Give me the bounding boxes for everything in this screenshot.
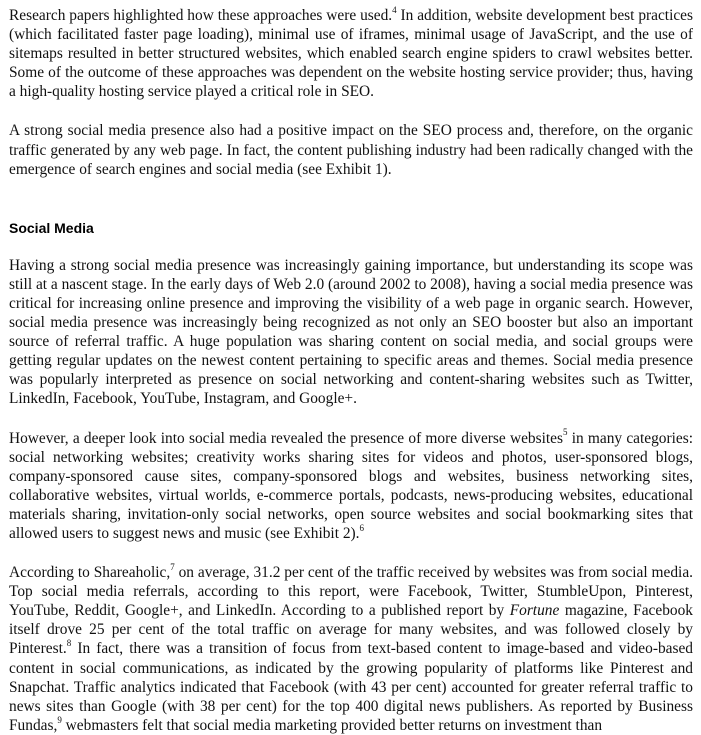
footnote-ref-7: 7 xyxy=(170,561,175,572)
footnote-ref-9: 9 xyxy=(57,714,62,725)
document-page xyxy=(9,6,693,735)
paragraph-text: in many categories: social networking websites; creativity works sharing sites for videos and photos, user-sponsored blogs, company-sponsored cause sites, company-sponsored blogs and websites, business networking sites, collaborative websites, virtual worlds, e-commerce portals, podcasts, news-producing websites, educational materials sharing, invitation-only social networks, open source websites and social bookmarking sites that allowed users to suggest news and music (see Exhibit 2). xyxy=(9,429,693,542)
paragraph-text: Having a strong social media presence was increasingly gaining importance, but understanding its scope was still at a nascent stage. In the early days of Web 2.0 (around 2002 to 2008), having a social media presence was critical for increasing online presence and improving the visibility of a web page in organic search. However, social media presence was increasingly being recognized as not only an SEO booster but also an important source of referral traffic. A huge population was sharing content on social media, and social groups were getting regular updates on the newest content pertaining to specific areas and themes. Social media presence was popularly interpreted as presence on social networking and content-sharing websites such as Twitter, LinkedIn, Facebook, YouTube, Instagram, and Google+. xyxy=(9,256,694,408)
footnote-ref-5: 5 xyxy=(562,427,568,438)
paragraph-text: A strong social media presence also had a positive impact on the SEO process and, therefore, on the organic traffic generated by any web page. In fact, the content publishing industry had been radically changed with the emergence of search engines and social media (see Exhibit 1). xyxy=(9,122,693,178)
paragraph-seo-best-practices xyxy=(9,6,693,101)
paragraph-diverse-websites xyxy=(9,429,693,544)
paragraph-social-media-presence xyxy=(9,256,693,409)
paragraph-text: Research papers highlighted how these approaches were used. xyxy=(9,7,393,24)
paragraph-text: However, a deeper look into social media revealed the presence of more diverse websites xyxy=(9,429,563,447)
paragraph-text: In fact, there was a transition of focus from text-based content to image-based and video-based content in social communications, as indicated by the growing popularity of platforms like Pinterest and Snapchat. Traffic analytics indicated that Facebook (with 43 per cent) accounted for greater referral traffic to news sites than Google (with 38 per cent) for the top 400 digital news publishers. As reported by Business Fundas, xyxy=(9,640,693,734)
paragraph-text: webmasters felt that social media marketing provided better returns on investment than xyxy=(61,716,603,734)
publication-name: Fortune xyxy=(509,602,560,620)
paragraph-text: on average, 31.2 per cent of the traffic received by websites was from social media. Top social media referrals, according to this report, were Facebook, Twitter, StumbleUpon, Pinterest, YouTube, Reddit, Google+, and LinkedIn. According to a published report by xyxy=(9,564,693,620)
paragraph-social-media-seo xyxy=(9,121,693,178)
section-heading-social-media: Social Media xyxy=(9,219,94,236)
footnote-ref-8: 8 xyxy=(66,638,72,649)
footnote-ref-4: 4 xyxy=(392,4,397,15)
paragraph-text: magazine, Facebook itself drove 25 per cent of the total traffic on average for many websites, and was followed closely by Pinterest. xyxy=(9,602,693,658)
footnote-ref-6: 6 xyxy=(359,522,364,533)
paragraph-text: In addition, website development best practices (which facilitated faster page loading), minimal use of iframes, minimal usage of JavaScript, and the use of sitemaps resulted in better structured websites, which enabled search engine spiders to crawl websites better. Some of the outcome of these approaches was dependent on the website hosting service provider; thus, having a high-quality hosting service played a critical role in SEO. xyxy=(9,7,694,101)
paragraph-traffic-statistics xyxy=(9,563,693,735)
paragraph-text: According to Shareaholic, xyxy=(9,564,171,582)
